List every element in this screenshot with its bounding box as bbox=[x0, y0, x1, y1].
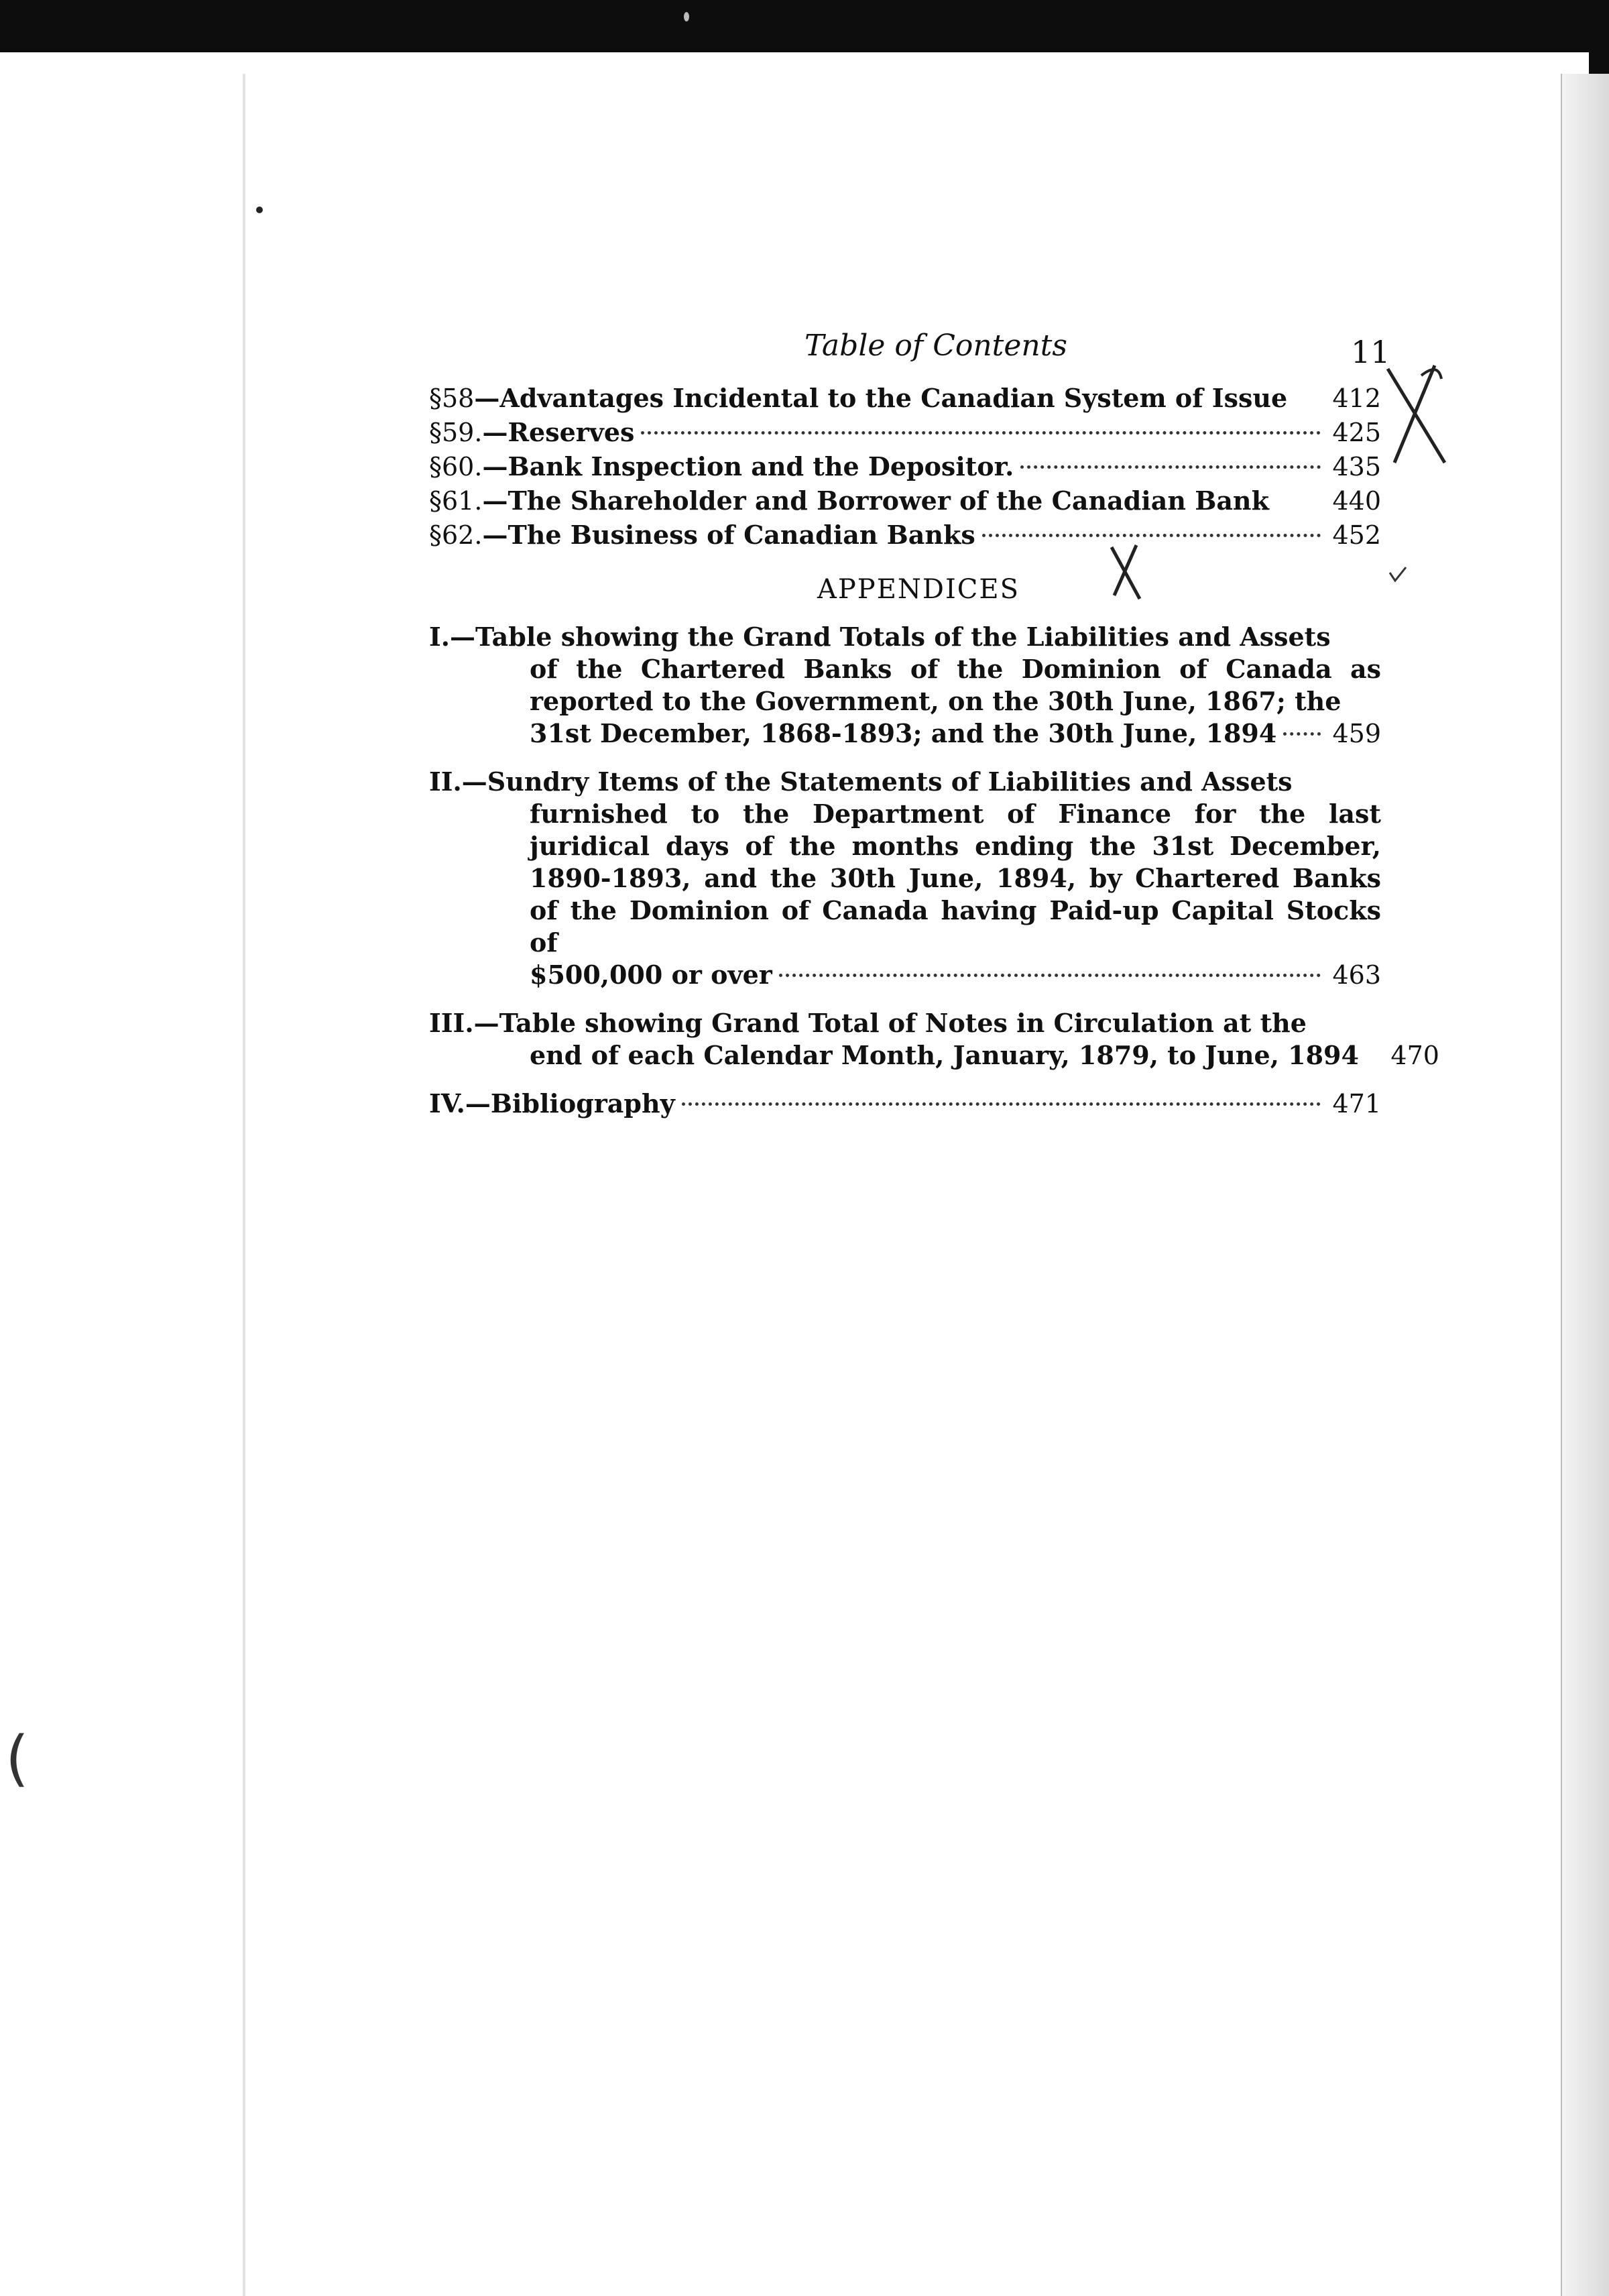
page-reference: 425 bbox=[1332, 418, 1381, 447]
table-of-contents bbox=[429, 315, 1439, 1136]
pencil-x-mark-icon bbox=[1106, 542, 1146, 602]
page-reference: 435 bbox=[1332, 452, 1381, 481]
pencil-check-mark-icon bbox=[1388, 565, 1408, 585]
appendix-title: —Sundry Items of the Statements of Liabilities and Assets bbox=[461, 766, 1293, 797]
appendix-title-end: $500,000 or over bbox=[530, 960, 772, 990]
running-title: Table of Contents bbox=[804, 329, 1068, 363]
dot-leader bbox=[1283, 732, 1321, 736]
appendix-entry bbox=[429, 1007, 1439, 1072]
toc-entry bbox=[429, 485, 1381, 517]
page-reference: 412 bbox=[1332, 384, 1381, 413]
section-title: —Bank Inspection and the Depositor. bbox=[482, 451, 1014, 481]
page-reference: 470 bbox=[1390, 1041, 1439, 1070]
toc-entry bbox=[429, 382, 1381, 414]
page-reference: 459 bbox=[1332, 719, 1381, 748]
pencil-x-mark-icon bbox=[1381, 362, 1455, 469]
dot-leader bbox=[779, 974, 1321, 977]
appendix-title-end: 31st December, 1868-1893; and the 30th June, 1894 bbox=[530, 718, 1277, 748]
section-title: —Reserves bbox=[482, 417, 635, 447]
toc-entry bbox=[429, 416, 1381, 449]
toc-entry bbox=[429, 451, 1381, 483]
section-title: —Advantages Incidental to the Canadian System of Issue bbox=[474, 383, 1288, 413]
appendix-title: —Table showing the Grand Totals of the Liabilities and Assets bbox=[450, 622, 1331, 652]
ink-speck bbox=[256, 207, 263, 213]
appendix-entry bbox=[429, 621, 1381, 750]
dot-leader bbox=[982, 534, 1321, 537]
section-number: §58 bbox=[429, 384, 475, 413]
appendix-entry bbox=[429, 766, 1381, 991]
book-gutter bbox=[243, 74, 245, 2296]
toc-entry bbox=[429, 519, 1381, 551]
dot-leader bbox=[641, 431, 1321, 435]
section-number: §61. bbox=[429, 486, 483, 516]
appendix-title-end: end of each Calendar Month, January, 1879, to June, 1894 bbox=[530, 1040, 1359, 1070]
section-title: —The Shareholder and Borrower of the Canadian Bank bbox=[482, 485, 1269, 516]
page-number: 11 bbox=[1351, 334, 1390, 370]
appendix-list bbox=[429, 621, 1439, 1120]
page-edge-shadow bbox=[1561, 74, 1609, 2296]
appendix-number: II. bbox=[429, 766, 462, 797]
pencil-mark-icon: ( bbox=[5, 1723, 29, 1794]
page-reference: 440 bbox=[1332, 486, 1381, 516]
page-reference: 463 bbox=[1332, 960, 1381, 990]
dot-leader bbox=[1294, 397, 1321, 400]
appendix-title: —Bibliography bbox=[465, 1088, 675, 1118]
section-number: §60. bbox=[429, 452, 483, 481]
appendix-entry bbox=[429, 1088, 1381, 1120]
appendix-title-continued: furnished to the Department of Finance for the last juridical days of the months ending the 31st December, 1890-1893, and the 30th June, 1894, by Chartered Banks of the Dominion of Canada having Paid-up Capital Stocks of bbox=[530, 799, 1381, 958]
dot-leader bbox=[682, 1102, 1321, 1106]
dot-leader bbox=[1276, 500, 1321, 503]
appendices-heading: APPENDICES bbox=[817, 574, 1020, 605]
appendix-title-continued: of the Chartered Banks of the Dominion of Canada as reported to the Government, on the 30th June, 1867; the bbox=[530, 654, 1381, 716]
page-reference: 471 bbox=[1332, 1089, 1381, 1118]
page-header bbox=[429, 315, 1390, 382]
section-list bbox=[429, 382, 1381, 551]
appendix-title: —Table showing Grand Total of Notes in Circulation at the bbox=[473, 1008, 1307, 1038]
section-number: §59. bbox=[429, 418, 483, 447]
dot-leader bbox=[1020, 465, 1321, 469]
dot-leader bbox=[1366, 1054, 1379, 1057]
section-number: §62. bbox=[429, 520, 483, 550]
appendix-number: I. bbox=[429, 622, 451, 652]
ink-speck bbox=[684, 12, 689, 21]
page-reference: 452 bbox=[1332, 520, 1381, 550]
appendix-number: IV. bbox=[429, 1088, 465, 1118]
appendix-number: III. bbox=[429, 1008, 474, 1038]
section-title: —The Business of Canadian Banks bbox=[482, 520, 975, 550]
